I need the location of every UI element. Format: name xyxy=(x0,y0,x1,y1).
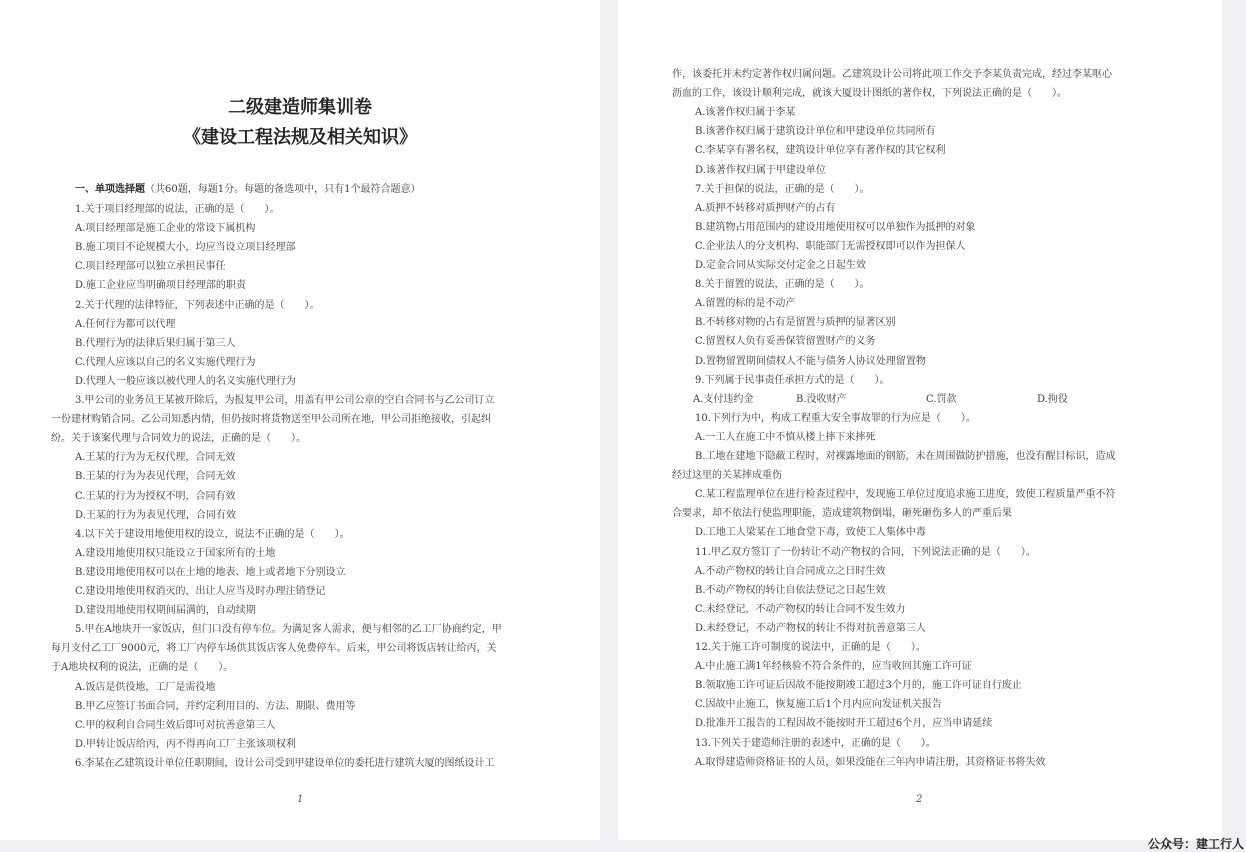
section-heading: 一、单项选择题 xyxy=(75,184,145,195)
answer-option: D.施工企业应当明确项目经理部的职责 xyxy=(75,280,246,292)
answer-option: C.企业法人的分支机构、职能部门无需授权即可以作为担保人 xyxy=(695,240,966,252)
paper-subtitle: 《建设工程法规及相关知识》 xyxy=(183,127,417,148)
question-stem: 4.以下关于建设用地使用权的设立，说法不正确的是（ ）。 xyxy=(75,528,350,540)
document-page-1 xyxy=(0,0,600,840)
answer-option: B.王某的行为为表见代理，合同无效 xyxy=(75,471,236,483)
answer-option: A.留置的标的是不动产 xyxy=(695,298,796,310)
answer-option: D.批准开工报告的工程因故不能按时开工超过6个月，应当申请延续 xyxy=(695,718,993,730)
answer-option: C.甲的权利自合同生效后即可对抗善意第三人 xyxy=(75,719,276,731)
answer-option: B.不转移对物的占有是留置与质押的显著区别 xyxy=(695,317,896,329)
answer-option: A.不动产物权的转让自合同成立之日时生效 xyxy=(695,565,886,577)
q9-option: B.没收财产 xyxy=(796,393,847,405)
section-heading-line xyxy=(75,183,420,197)
question-stem: 11.甲乙双方签订了一份转让不动产物权的合同，下列说法正确的是（ ）。 xyxy=(695,546,1036,558)
answer-option: B.不动产物权的转让自依法登记之日起生效 xyxy=(695,584,886,596)
document-page-2 xyxy=(618,0,1222,840)
answer-option: D.王某的行为为表见代理，合同有效 xyxy=(75,509,236,521)
answer-option: A.取得建造师资格证书的人员，如果没能在三年内申请注册，其资格证书将失效 xyxy=(695,756,1046,768)
answer-option: C.未经登记，不动产物权的转让合同不发生效力 xyxy=(695,603,906,615)
answer-option: C.李某享有署名权，建筑设计单位享有著作权的其它权利 xyxy=(695,145,946,157)
answer-option: D.代理人一般应该以被代理人的名义实施代理行为 xyxy=(75,375,296,387)
answer-option: A.任何行为都可以代理 xyxy=(75,318,176,330)
text-line: 一份建材购销合同。乙公司知悉内情，但仍按时将货物送至甲公司所在地，甲公司拒绝接收，引起纠 xyxy=(51,414,491,426)
answer-option: B.工地在建地下隐蔽工程时，对裸露地面的钢筋，未在周围做防护措施，也没有醒目标识，造成 xyxy=(695,451,1116,462)
answer-option: A.项目经理部是施工企业的常设下属机构 xyxy=(75,223,256,235)
answer-option: A.质押不转移对质押财产的占有 xyxy=(695,202,836,214)
text-line: 经过这里的关某摔成重伤 xyxy=(672,470,782,482)
answer-option: C.留置权人负有妥善保管留置财产的义务 xyxy=(695,336,876,348)
answer-option: A.一工人在施工中不慎从楼上摔下来摔死 xyxy=(695,431,876,443)
page-number: 1 xyxy=(297,794,304,805)
text-line: 合要求，却不依法行使监理职能，造成建筑物倒塌，砸死砸伤多人的严重后果 xyxy=(672,508,1012,520)
answer-option: D.该著作权归属于甲建设单位 xyxy=(695,164,826,176)
question-stem: 10.下列行为中，构成工程重大安全事故罪的行为应是（ ）。 xyxy=(695,412,976,424)
answer-option: B.建筑物占用范围内的建设用地使用权可以单独作为抵押的对象 xyxy=(695,221,976,233)
answer-option: C.某工程监理单位在进行检查过程中，发现施工单位过度追求施工进度，致使工程质量严重不符 xyxy=(695,489,1116,501)
text-line: 每月支付乙工厂9000元，将工厂内停车场供其饭店客人免费停车。后来，甲公司将饭店转让给丙，关 xyxy=(51,643,497,655)
q9-option: D.拘役 xyxy=(1037,393,1068,405)
watermark: 公众号：建工行人 xyxy=(1147,837,1244,851)
answer-option: C.因故中止施工，恢复施工后1个月内应向发证机关报告 xyxy=(695,699,942,711)
answer-option: A.饭店是供役地，工厂是需役地 xyxy=(75,681,216,693)
paper-title: 二级建造师集训卷 xyxy=(228,97,372,118)
question-stem: 8.关于留置的说法，正确的是（ ）。 xyxy=(695,279,870,291)
answer-option: D.置物留置期间债权人不能与债务人协议处理留置物 xyxy=(695,355,926,367)
answer-option: D.工地工人梁某在工地食堂下毒，致使工人集体中毒 xyxy=(695,527,926,539)
text-line: 纷。关于该案代理与合同效力的说法，正确的是（ ）。 xyxy=(51,433,306,445)
text-line: 沥血的工作，该设计顺利完成，就该大厦设计图纸的著作权，下列说法正确的是（ ）。 xyxy=(672,88,1067,100)
answer-option: A.中止施工满1年经核验不符合条件的，应当收回其施工许可证 xyxy=(695,661,972,673)
question-stem: 2.关于代理的法律特征，下列表述中正确的是（ ）。 xyxy=(75,299,320,311)
answer-option: D.定金合同从实际交付定金之日起生效 xyxy=(695,260,866,271)
answer-option: D.建设用地使用权期间届满的，自动续期 xyxy=(75,605,256,617)
answer-option: C.项目经理部可以独立承担民事任 xyxy=(75,261,226,273)
question-stem: 5.甲在A地块开一家饭店，但门口没有停车位。为满足客人需求，便与相邻的乙工厂协商约定，甲 xyxy=(75,624,502,636)
answer-option: A.该著作权归属于李某 xyxy=(695,107,796,119)
answer-option: A.建设用地使用权只能设立于国家所有的土地 xyxy=(75,547,276,559)
question-stem: 9.下列属于民事责任承担方式的是（ ）。 xyxy=(695,374,890,386)
answer-option: B.代理行为的法律后果归属于第三人 xyxy=(75,337,236,349)
question-stem: 1.关于项目经理部的说法，正确的是（ ）。 xyxy=(75,204,280,215)
answer-option: B.该著作权归属于建筑设计单位和甲建设单位共同所有 xyxy=(695,126,936,138)
page-number: 2 xyxy=(916,794,923,805)
text-line: 作，该委托并未约定著作权归属问题。乙建筑设计公司将此项工作交予李某负责完成，经过李某呕心 xyxy=(672,69,1112,80)
answer-option: A.王某的行为为无权代理，合同无效 xyxy=(75,452,236,464)
answer-option: D.未经登记，不动产物权的转让不得对抗善意第三人 xyxy=(695,622,926,634)
q9-option: C.罚款 xyxy=(926,393,957,405)
question-stem: 12.关于施工许可制度的说法中，正确的是（ ）。 xyxy=(695,642,926,653)
question-stem: 6.李某在乙建筑设计单位任职期间，设计公司受到甲建设单位的委托进行建筑大厦的图纸设计工 xyxy=(75,757,495,769)
section-note: （共60题，每题1分。每题的备选项中，只有1个最符合题意） xyxy=(145,184,421,195)
answer-option: B.建设用地使用权可以在土地的地表、地上或者地下分别设立 xyxy=(75,566,346,578)
question-stem: 3.甲公司的业务员王某被开除后，为报复甲公司，用盖有甲公司公章的空白合同书与乙公司订立 xyxy=(75,395,495,406)
answer-option: C.建设用地使用权消灭的，出让人应当及时办理注销登记 xyxy=(75,586,326,597)
text-line: 于A地块权利的说法，正确的是（ ）。 xyxy=(51,662,234,674)
q9-option: A.支付违约金 xyxy=(693,393,754,405)
question-stem: 7.关于担保的说法，正确的是（ ）。 xyxy=(695,183,870,195)
question-stem: 13.下列关于建造师注册的表述中，正确的是（ ）。 xyxy=(695,737,936,749)
answer-option: B.领取施工许可证后因故不能按期竣工超过3个月的，施工许可证自行废止 xyxy=(695,680,1022,692)
answer-option: C.代理人应该以自己的名义实施代理行为 xyxy=(75,356,256,368)
answer-option: B.甲乙应签订书面合同，并约定利用目的、方法、期限、费用等 xyxy=(75,700,356,712)
answer-option: D.甲转让饭店给丙，丙不得再向工厂主张该项权利 xyxy=(75,738,296,750)
answer-option: B.施工项目不论规模大小，均应当设立项目经理部 xyxy=(75,242,296,254)
answer-option: C.王某的行为为授权不明，合同有效 xyxy=(75,490,236,502)
